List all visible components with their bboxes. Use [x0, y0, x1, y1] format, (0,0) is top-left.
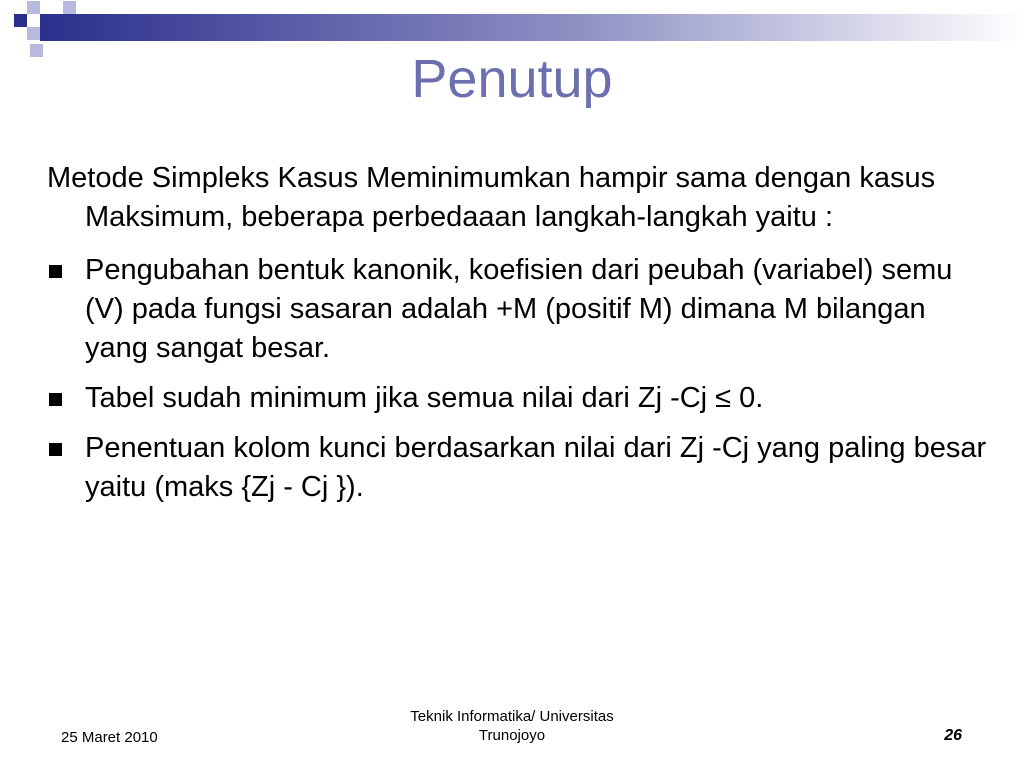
intro-paragraph: Metode Simpleks Kasus Meminimumkan hampir sama dengan kasus Maksimum, beberapa perbedaaan langkah-langkah yaitu : — [47, 162, 936, 233]
bullet-item — [47, 251, 987, 368]
bullet-item — [47, 429, 987, 507]
footer-institution-line: Trunojoyo — [478, 727, 546, 744]
square-bullet-icon — [49, 393, 62, 406]
decor-square — [27, 27, 40, 40]
slide-title: Penutup — [411, 49, 613, 109]
bullet-text: Tabel sudah minimum jika semua nilai dari Zj -Cj ≤ 0. — [85, 382, 764, 414]
bullet-list — [47, 251, 987, 507]
page-number: 26 — [944, 727, 962, 744]
footer-institution-line: Teknik Informatika/ Universitas — [410, 708, 614, 725]
footer-date: 25 Maret 2010 — [61, 729, 158, 746]
bullet-item — [47, 379, 987, 418]
slide-content — [47, 159, 987, 518]
decor-square — [14, 14, 27, 27]
header-gradient-bar — [40, 14, 1024, 41]
square-bullet-icon — [49, 443, 62, 456]
footer-institution — [372, 707, 652, 745]
bullet-text: Pengubahan bentuk kanonik, koefisien dari peubah (variabel) semu (V) pada fungsi sasaran adalah +M (positif M) dimana M bilangan yang sangat besar. — [85, 254, 953, 364]
bullet-text: Penentuan kolom kunci berdasarkan nilai dari Zj -Cj yang paling besar yaitu (maks {Zj - Cj }). — [85, 432, 987, 503]
square-bullet-icon — [49, 265, 62, 278]
decor-square — [27, 1, 40, 14]
decor-square — [63, 1, 76, 14]
decor-square — [14, 27, 27, 40]
